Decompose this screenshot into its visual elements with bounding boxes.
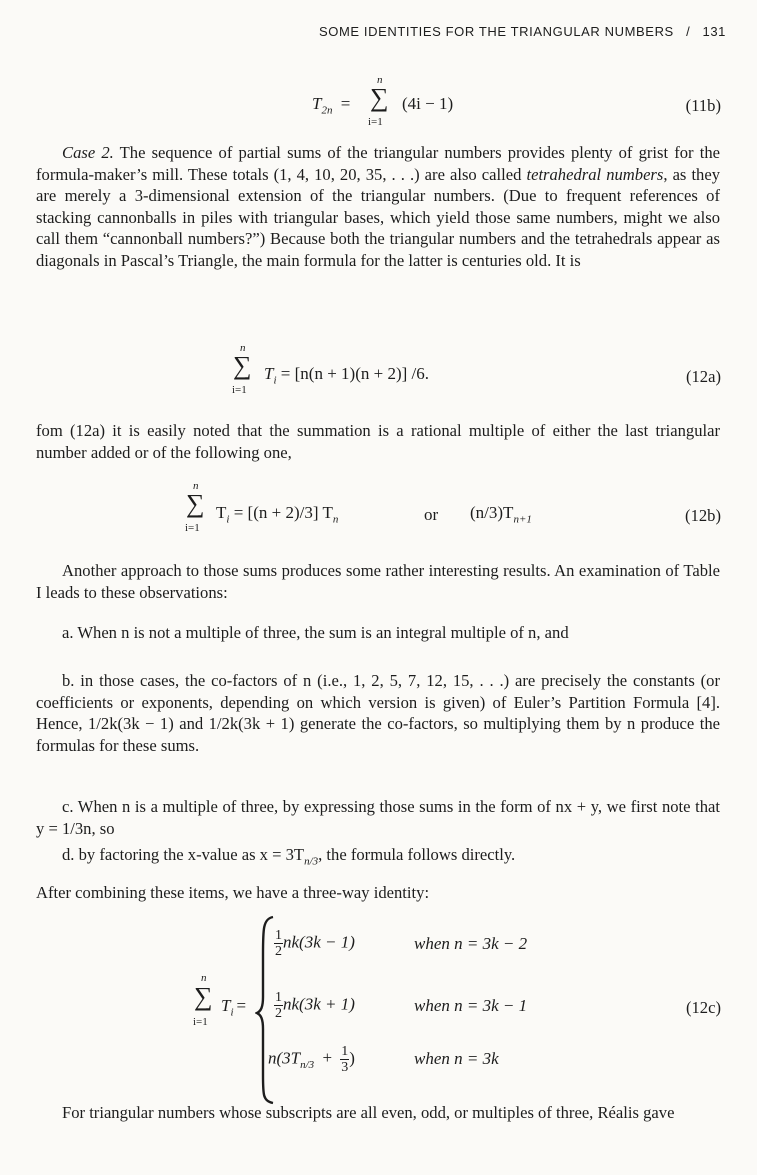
case-2-lead: Case 2.	[62, 143, 114, 162]
eq12b-sum-top: n	[193, 480, 199, 492]
eq12c-equals: =	[236, 996, 247, 1015]
case-2-expression: nk(3k + 1)	[283, 994, 355, 1014]
eq12b-right: (n/3)T	[470, 503, 514, 522]
eq12b-or: or	[424, 505, 439, 524]
list-item-a: a. When n is not a multiple of three, the sum is an integral multiple of n, and	[62, 623, 569, 642]
fraction-half: $\frac{1}{2}$	[275, 990, 282, 1021]
paragraph-case-2	[36, 142, 720, 272]
eq11b-lhs-sub: 2n	[321, 104, 333, 117]
sigma-symbol: ∑	[233, 351, 252, 380]
case-3-close: )	[349, 1048, 355, 1068]
case-3-sub: n/3	[300, 1058, 315, 1071]
case-1-expression: nk(3k − 1)	[283, 932, 355, 952]
eq11b-equals: =	[340, 94, 351, 113]
case-3-pre: n(3T	[268, 1048, 301, 1068]
case-2-text-a: The sequence of partial sums of the triangular numbers provides plenty of grist for the formula-maker’s mill. These totals (1, 4, 10, 20, 35, . . .) are also called	[36, 143, 721, 184]
eq11b-sum-top: n	[377, 74, 383, 86]
paragraph-after-combining: After combining these items, we have a three-way identity:	[36, 883, 430, 902]
case-1-condition: when n = 3k − 2	[414, 934, 528, 953]
eq12c-lhs-sub: i	[230, 1006, 234, 1019]
case-2-emphasis: tetrahedral numbers	[526, 164, 664, 184]
item-d-sub: n/3	[304, 855, 319, 868]
list-item-c: c. When n is a multiple of three, by expressing those sums in the form of nx + y, we first note that y = 1/3n, so	[36, 797, 720, 838]
eq12b-sum-bottom: i=1	[185, 522, 200, 534]
fraction-half: $\frac{1}{2}$	[275, 928, 282, 959]
case-2-text-b: , as they are merely a 3-dimensional extension of the triangular numbers. (Due to frequent references of stacking cannonballs in piles with triangular bases, which yield those same numbers, might we also call them “cannonball numbers?”) Because both the triangular numbers and the tetrahedrals appear as diagonals in Pascal’s Triangle, the main formula for the latter is centuries old. It is	[36, 164, 721, 270]
eq12b-left: T	[216, 503, 227, 522]
eq11b-rhs: (4i − 1)	[402, 94, 454, 113]
eq12b-mid-sub: n	[332, 513, 339, 526]
page-number: 131	[702, 24, 726, 39]
case-3-plus: +	[318, 1048, 337, 1068]
item-d-end: , the formula follows directly.	[318, 845, 516, 864]
list-item-b: b. in those cases, the co-factors of n (i.e., 1, 2, 5, 7, 12, 15, . . .) are precisely the constants (or coefficients or exponents, depending on which version is given) of Euler’s Partition Formula [4]. Hence, 1/2k(3k − 1) and 1/2k(3k + 1) generate the co-factors, so multiplying them by n produce the formulas for these sums.	[36, 671, 720, 755]
eq12a-label: (12a)	[685, 367, 721, 386]
eq12a-sum-bottom: i=1	[232, 384, 247, 396]
eq12b-right-sub: n+1	[513, 513, 532, 526]
eq12c-label: (12c)	[685, 998, 721, 1017]
eq12a-body: T	[264, 364, 274, 383]
running-head-separator: /	[686, 24, 691, 39]
eq11b-label: (11b)	[685, 96, 721, 115]
eq12a-rhs: = [n(n + 1)(n + 2)] /6.	[276, 364, 429, 383]
sigma-symbol: ∑	[194, 982, 213, 1011]
eq12a-sum-top: n	[240, 342, 246, 354]
running-head	[216, 24, 726, 39]
item-d-text: d. by factoring the x-value as x = 3T	[62, 845, 305, 864]
eq12c-case-2	[274, 990, 355, 1021]
eq12c-sum-bottom: i=1	[193, 1016, 208, 1028]
eq12b-mid: = [(n + 2)/3] T	[229, 503, 333, 522]
fraction-third: $\frac{1}{3}$	[341, 1044, 349, 1075]
paragraph-final: For triangular numbers whose subscripts are all even, odd, or multiples of three, Réalis gave	[62, 1103, 675, 1122]
eq12c-lhs: T	[221, 996, 231, 1015]
eq11b-lhs: T	[312, 94, 322, 113]
running-head-title: SOME IDENTITIES FOR THE TRIANGULAR NUMBERS	[319, 24, 674, 39]
sigma-symbol: ∑	[186, 489, 205, 518]
paragraph-another-approach: Another approach to those sums produces some rather interesting results. An examination of Table I leads to these observations:	[36, 561, 720, 602]
eq12c-case-3	[268, 1044, 355, 1075]
paragraph-12a-note: fom (12a) it is easily noted that the summation is a rational multiple of either the last triangular number added or of the following one,	[36, 421, 720, 462]
eq11b-sum-bottom: i=1	[368, 116, 383, 128]
eq12b-label: (12b)	[685, 506, 721, 525]
eq12b-left-sub: i	[226, 513, 230, 526]
list-item-d	[36, 844, 720, 873]
eq12c-case-1	[274, 928, 355, 959]
eq12c-sum-top: n	[201, 972, 207, 984]
case-2-condition: when n = 3k − 1	[414, 996, 528, 1015]
case-3-condition: when n = 3k	[414, 1049, 499, 1068]
sigma-symbol: ∑	[370, 83, 389, 112]
eq12a-body-sub: i	[273, 374, 277, 387]
